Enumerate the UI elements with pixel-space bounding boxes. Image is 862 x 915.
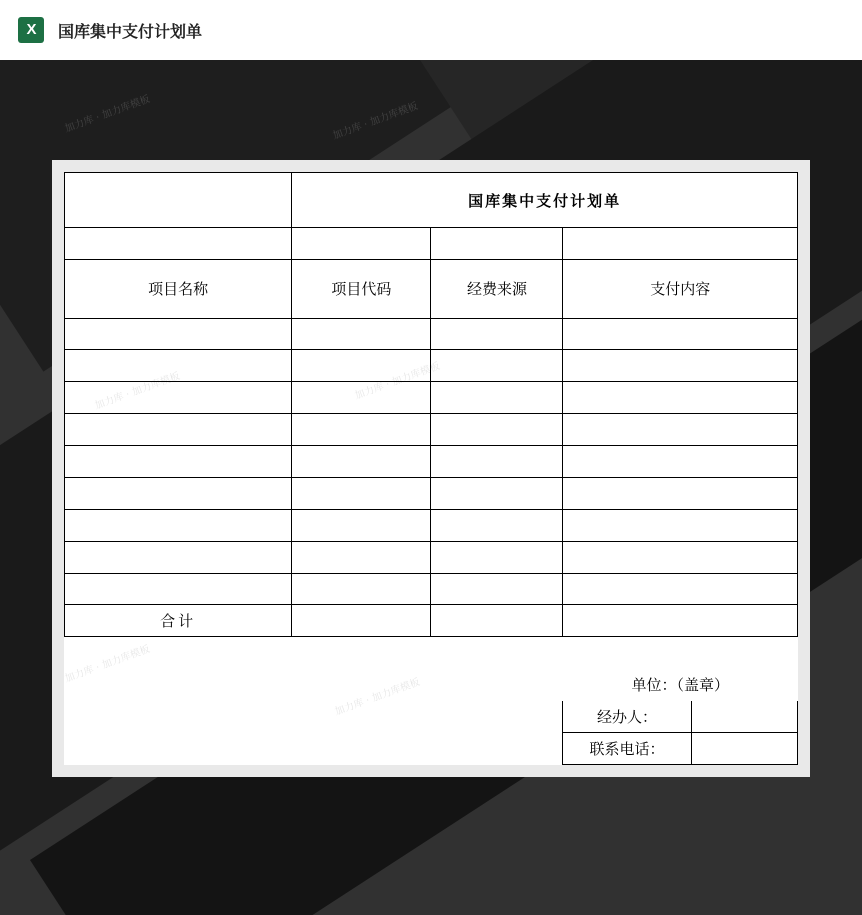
excel-icon	[18, 17, 44, 43]
footer-blank-cell	[431, 669, 563, 701]
spreadsheet-document[interactable]	[52, 160, 810, 777]
footer-handler-label: 经办人：	[563, 701, 691, 733]
spacer-cell	[65, 228, 292, 260]
footer-blank-cell	[65, 637, 292, 669]
cell-project-name[interactable]	[65, 382, 292, 414]
column-header-project-name: 项目名称	[65, 260, 292, 318]
footer-blank-cell	[292, 669, 431, 701]
cell-project-code[interactable]	[292, 414, 431, 446]
footer-blank-cell	[65, 669, 292, 701]
footer-blank-cell	[292, 701, 431, 733]
table-row[interactable]	[65, 382, 798, 414]
footer-blank-cell	[431, 701, 563, 733]
footer-handler-value[interactable]	[691, 701, 797, 733]
cell-funding-source[interactable]	[431, 414, 563, 446]
footer-phone-value[interactable]	[691, 732, 797, 764]
total-payment-content[interactable]	[563, 605, 798, 637]
column-header-payment-content: 支付内容	[563, 260, 798, 318]
cell-payment-content[interactable]	[563, 350, 798, 382]
cell-payment-content[interactable]	[563, 541, 798, 573]
footer-unit-row	[65, 669, 798, 701]
footer-blank-cell	[431, 637, 563, 669]
cell-project-code[interactable]	[292, 573, 431, 605]
table-spacer-row	[65, 228, 798, 260]
footer-phone-label: 联系电话：	[563, 732, 691, 764]
table-row[interactable]	[65, 350, 798, 382]
cell-payment-content[interactable]	[563, 382, 798, 414]
footer-blank-cell	[292, 637, 431, 669]
payment-plan-table[interactable]	[64, 172, 798, 765]
cell-funding-source[interactable]	[431, 477, 563, 509]
cell-funding-source[interactable]	[431, 382, 563, 414]
cell-project-code[interactable]	[292, 382, 431, 414]
cell-funding-source[interactable]	[431, 350, 563, 382]
cell-project-code[interactable]	[292, 509, 431, 541]
footer-phone-row	[65, 732, 798, 764]
table-row[interactable]	[65, 573, 798, 605]
cell-payment-content[interactable]	[563, 414, 798, 446]
total-project-code[interactable]	[292, 605, 431, 637]
column-header-funding-source: 经费来源	[431, 260, 563, 318]
footer-blank-cell	[431, 732, 563, 764]
table-row[interactable]	[65, 318, 798, 350]
cell-payment-content[interactable]	[563, 318, 798, 350]
title-left-cell	[65, 173, 292, 228]
table-row[interactable]	[65, 509, 798, 541]
cell-funding-source[interactable]	[431, 318, 563, 350]
cell-payment-content[interactable]	[563, 573, 798, 605]
cell-project-name[interactable]	[65, 414, 292, 446]
cell-project-name[interactable]	[65, 446, 292, 478]
footer-handler-row	[65, 701, 798, 733]
cell-project-code[interactable]	[292, 350, 431, 382]
table-total-row[interactable]	[65, 605, 798, 637]
cell-project-name[interactable]	[65, 477, 292, 509]
table-row[interactable]	[65, 541, 798, 573]
table-row[interactable]	[65, 477, 798, 509]
footer-blank-cell	[65, 732, 292, 764]
footer-unit-label: 单位：（盖章）	[631, 676, 729, 695]
cell-project-name[interactable]	[65, 573, 292, 605]
table-row[interactable]	[65, 446, 798, 478]
cell-project-code[interactable]	[292, 318, 431, 350]
cell-project-code[interactable]	[292, 541, 431, 573]
spreadsheet-canvas[interactable]	[64, 172, 798, 765]
page-title: 国库集中支付计划单	[58, 23, 203, 41]
cell-payment-content[interactable]	[563, 477, 798, 509]
footer-blank-cell	[292, 732, 431, 764]
cell-project-code[interactable]	[292, 446, 431, 478]
column-header-project-code: 项目代码	[292, 260, 431, 318]
spacer-cell	[563, 228, 798, 260]
footer-spacer-row	[65, 637, 798, 669]
cell-project-name[interactable]	[65, 509, 292, 541]
cell-project-name[interactable]	[65, 350, 292, 382]
cell-project-name[interactable]	[65, 318, 292, 350]
spacer-cell	[431, 228, 563, 260]
app-header	[0, 0, 862, 60]
cell-payment-content[interactable]	[563, 509, 798, 541]
footer-blank-cell	[563, 637, 798, 669]
total-label: 合计	[65, 605, 292, 637]
cell-funding-source[interactable]	[431, 573, 563, 605]
cell-funding-source[interactable]	[431, 446, 563, 478]
cell-payment-content[interactable]	[563, 446, 798, 478]
cell-funding-source[interactable]	[431, 509, 563, 541]
table-title-row	[65, 173, 798, 228]
excel-icon-letter: X	[26, 20, 36, 38]
footer-blank-cell	[65, 701, 292, 733]
table-row[interactable]	[65, 414, 798, 446]
total-funding-source[interactable]	[431, 605, 563, 637]
spacer-cell	[292, 228, 431, 260]
cell-project-code[interactable]	[292, 477, 431, 509]
cell-funding-source[interactable]	[431, 541, 563, 573]
table-header-row	[65, 260, 798, 318]
document-title: 国库集中支付计划单	[292, 173, 798, 228]
cell-project-name[interactable]	[65, 541, 292, 573]
